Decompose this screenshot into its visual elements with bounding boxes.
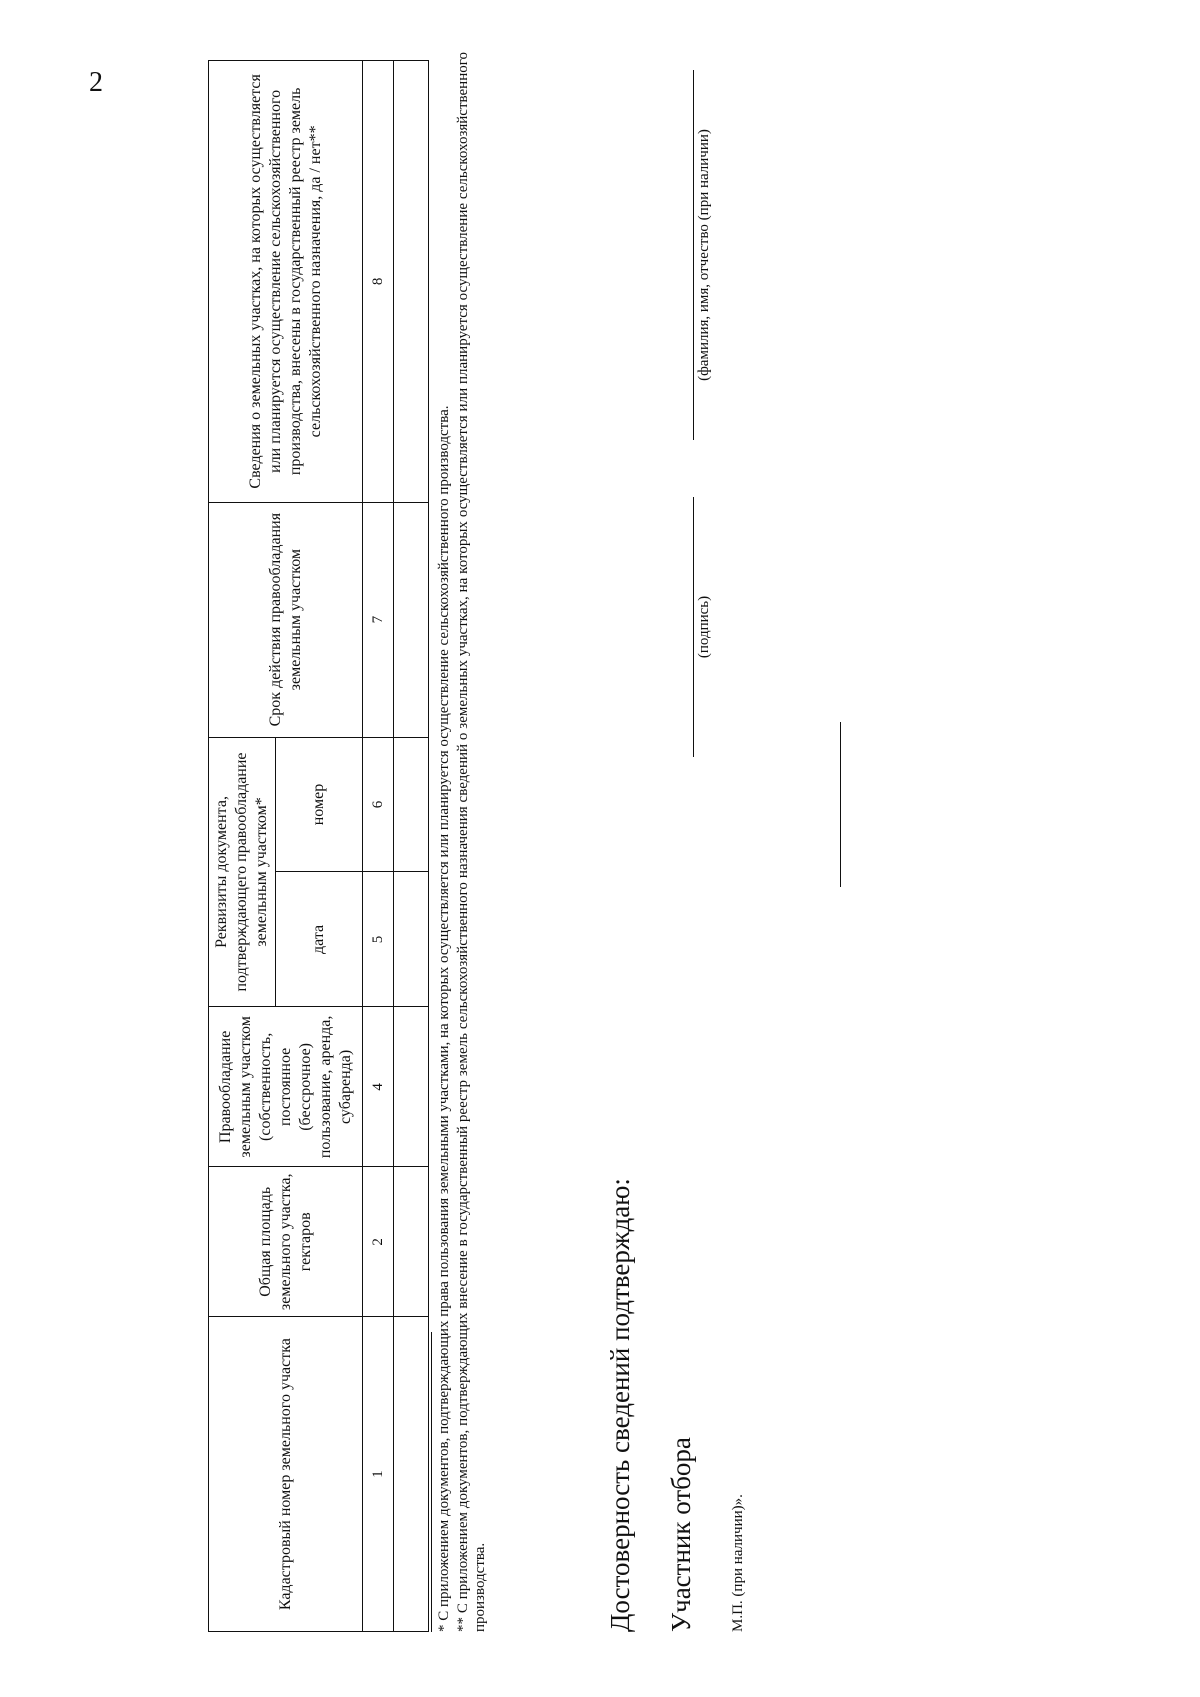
stamp-label: М.П. (при наличии)».	[730, 1494, 746, 1632]
table-header-row	[209, 61, 276, 1632]
signature-caption: (подпись)	[696, 595, 712, 659]
header-requisites: Реквизиты документа, подтверждающего правообладание земельным участком*	[209, 737, 276, 1007]
page-number: 2	[89, 67, 103, 98]
land-plots-table	[208, 60, 429, 1632]
column-number-row	[363, 61, 394, 1632]
table-row	[394, 61, 429, 1632]
header-area: Общая площадь земельного участка, гектаров	[209, 1167, 363, 1317]
footnote-2: ** С приложением документов, подтверждающих внесение в государственный реестр земель сельскохозяйственного назначения сведений о земельных участках, на которых осуществляется или планируется осуществление сельскохозяйственного производства.	[455, 52, 489, 1632]
header-number: номер	[276, 737, 363, 872]
table-cell[interactable]	[394, 872, 429, 1007]
footnote-1: * С приложением документов, подтверждающих права пользования земельными участками, на которых осуществляется или планируется осуществление сельскохозяйственного производства.	[436, 405, 452, 1632]
full-name-line[interactable]	[693, 70, 694, 440]
header-term: Срок действия правообладания земельным участком	[209, 502, 363, 737]
footnote-divider	[431, 1332, 432, 1632]
table-cell[interactable]	[394, 1007, 429, 1167]
column-number: 5	[363, 872, 394, 1007]
column-number: 4	[363, 1007, 394, 1167]
signature-line[interactable]	[693, 497, 694, 757]
participant-label: Участник отбора	[666, 1437, 696, 1632]
column-number: 6	[363, 737, 394, 872]
header-right: Правообладание земельным участком (собственность, постоянное (бессрочное) пользование, аренда, субаренда)	[209, 1007, 363, 1167]
column-number: 8	[363, 61, 394, 503]
table-cell[interactable]	[394, 1167, 429, 1317]
header-registry: Сведения о земельных участках, на которых осуществляется или планируется осуществление сельскохозяйственного производства, внесены в государственный реестр земель сельскохозяйственного назначения, да / нет**	[209, 61, 363, 503]
full-name-caption: (фамилия, имя, отчество (при наличии)	[696, 129, 712, 381]
table-cell[interactable]	[394, 1317, 429, 1632]
header-cadastral: Кадастровый номер земельного участка	[209, 1317, 363, 1632]
stamp-line	[840, 722, 841, 887]
table-cell[interactable]	[394, 737, 429, 872]
header-date: дата	[276, 872, 363, 1007]
column-number: 1	[363, 1317, 394, 1632]
table-cell[interactable]	[394, 61, 429, 503]
table-cell[interactable]	[394, 502, 429, 737]
column-number: 2	[363, 1167, 394, 1317]
column-number: 7	[363, 502, 394, 737]
confirmation-text: Достоверность сведений подтверждаю:	[605, 1178, 635, 1632]
